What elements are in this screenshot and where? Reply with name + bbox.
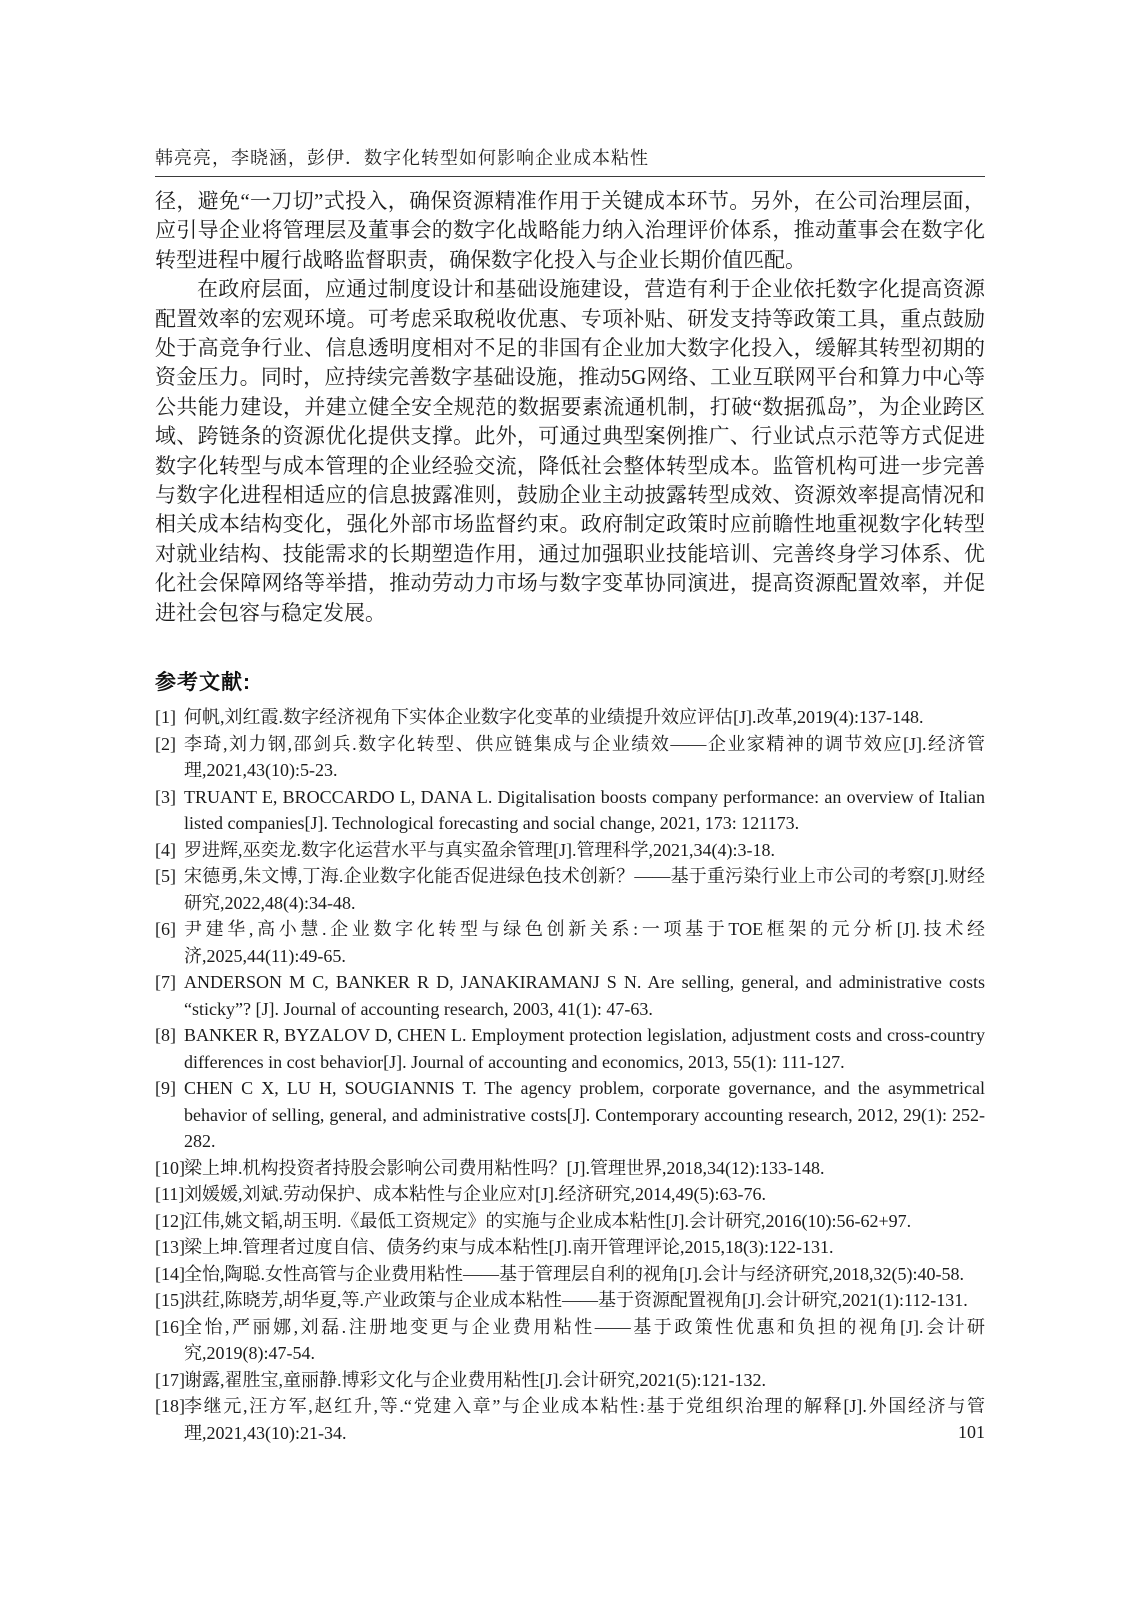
reference-item: [155, 1208, 985, 1235]
reference-text: 全怡,严丽娜,刘磊.注册地变更与企业费用粘性——基于政策性优惠和负担的视角[J].会计研究,2019(8):47-54.: [184, 1316, 985, 1364]
reference-item: [155, 969, 985, 1022]
reference-text: BANKER R, BYZALOV D, CHEN L. Employment protection legislation, adjustment costs and cross-country differences in cost behavior[J]. Journal of accounting and economics, 2013, 55(1): 111-127.: [184, 1025, 985, 1072]
reference-number: [16]: [155, 1316, 185, 1337]
reference-item: [155, 916, 985, 969]
reference-number: [2]: [155, 733, 176, 754]
reference-number: [8]: [155, 1025, 176, 1046]
reference-text: 何帆,刘红霞.数字经济视角下实体企业数字化变革的业绩提升效应评估[J].改革,2019(4):137-148.: [184, 707, 924, 728]
reference-item: [155, 1155, 985, 1182]
reference-item: [155, 1234, 985, 1261]
reference-text: 谢露,翟胜宝,童丽静.博彩文化与企业费用粘性[J].会计研究,2021(5):121-132.: [184, 1369, 766, 1390]
reference-number: [5]: [155, 866, 176, 887]
reference-number: [10]: [155, 1157, 185, 1178]
body-paragraph-government: 在政府层面，应通过制度设计和基础设施建设，营造有利于企业依托数字化提高资源配置效率的宏观环境。可考虑采取税收优惠、专项补贴、研发支持等政策工具，重点鼓励处于高竞争行业、信息透明度相对不足的非国有企业加大数字化投入，缓解其转型初期的资金压力。同时，应持续完善数字基础设施，推动5G网络、工业互联网平台和算力中心等公共能力建设，并建立健全安全规范的数据要素流通机制，打破“数据孤岛”，为企业跨区域、跨链条的资源优化提供支撑。此外，可通过典型案例推广、行业试点示范等方式促进数字化转型与成本管理的企业经验交流，降低社会整体转型成本。监管机构可进一步完善与数字化进程相适应的信息披露准则，鼓励企业主动披露转型成效、资源效率提高情况和相关成本结构变化，强化外部市场监督约束。政府制定政策时应前瞻性地重视数字化转型对就业结构、技能需求的长期塑造作用，通过加强职业技能培训、完善终身学习体系、优化社会保障网络等举措，推动劳动力市场与数字变革协同演进，提高资源配置效率，并促进社会包容与稳定发展。: [155, 277, 985, 625]
reference-number: [3]: [155, 786, 176, 807]
reference-number: [12]: [155, 1210, 185, 1231]
body-text: [155, 187, 985, 628]
reference-text: 李琦,刘力钢,邵剑兵.数字化转型、供应链集成与企业绩效——企业家精神的调节效应[J].经济管理,2021,43(10):5-23.: [184, 733, 985, 781]
reference-item: [155, 1287, 985, 1314]
reference-number: [17]: [155, 1369, 185, 1390]
reference-item: [155, 731, 985, 784]
reference-number: [14]: [155, 1263, 185, 1284]
reference-text: 洪荭,陈晓芳,胡华夏,等.产业政策与企业成本粘性——基于资源配置视角[J].会计研究,2021(1):112-131.: [184, 1290, 968, 1311]
reference-item: [155, 1314, 985, 1367]
reference-number: [1]: [155, 707, 176, 728]
reference-text: ANDERSON M C, BANKER R D, JANAKIRAMANJ S N. Are selling, general, and administrative costs “sticky”? [J]. Journal of accounting research, 2003, 41(1): 47-63.: [184, 972, 985, 1019]
reference-item: [155, 1261, 985, 1288]
reference-text: 罗进辉,巫奕龙.数字化运营水平与真实盈余管理[J].管理科学,2021,34(4):3-18.: [184, 839, 775, 860]
reference-text: 尹建华,高小慧.企业数字化转型与绿色创新关系:一项基于TOE框架的元分析[J].技术经济,2025,44(11):49-65.: [184, 919, 985, 966]
reference-item: [155, 1367, 985, 1394]
reference-number: [11]: [155, 1184, 185, 1205]
reference-text: TRUANT E, BROCCARDO L, DANA L. Digitalisation boosts company performance: an overview of Italian listed companies[J]. Technological forecasting and social change, 2021, 173: 121173.: [184, 786, 985, 834]
reference-number: [7]: [155, 972, 176, 993]
reference-text: 梁上坤.管理者过度自信、债务约束与成本粘性[J].南开管理评论,2015,18(3):122-131.: [184, 1237, 834, 1258]
reference-item: [155, 704, 985, 731]
reference-list: [155, 704, 985, 1446]
reference-text: 李继元,汪方军,赵红升,等.“党建入章”与企业成本粘性:基于党组织治理的解释[J].外国经济与管理,2021,43(10):21-34.: [184, 1396, 985, 1443]
reference-number: [15]: [155, 1290, 185, 1311]
reference-item: [155, 1022, 985, 1075]
body-paragraph-continued: 径，避免“一刀切”式投入，确保资源精准作用于关键成本环节。另外，在公司治理层面，应引导企业将管理层及董事会的数字化战略能力纳入治理评价体系，推动董事会在数字化转型进程中履行战略监督职责，确保数字化投入与企业长期价值匹配。: [155, 189, 985, 272]
reference-item: [155, 784, 985, 837]
reference-number: [13]: [155, 1237, 185, 1258]
reference-item: [155, 863, 985, 916]
reference-item: [155, 1181, 985, 1208]
reference-number: [18]: [155, 1396, 185, 1417]
running-head: 韩亮亮，李晓涵，彭伊．数字化转型如何影响企业成本粘性: [155, 148, 649, 168]
reference-text: CHEN C X, LU H, SOUGIANNIS T. The agency problem, corporate governance, and the asymmetrical behavior of selling, general, and administrative costs[J]. Contemporary accounting research, 2012, 29(1): 252-282.: [184, 1078, 985, 1152]
references-heading: 参考文献:: [155, 671, 251, 695]
reference-text: 梁上坤.机构投资者持股会影响公司费用粘性吗？[J].管理世界,2018,34(12):133-148.: [184, 1157, 825, 1178]
reference-item: [155, 1075, 985, 1155]
page-number: 101: [958, 1422, 985, 1442]
reference-number: [6]: [155, 919, 176, 940]
page-content: [155, 0, 985, 1446]
reference-text: 刘媛媛,刘斌.劳动保护、成本粘性与企业应对[J].经济研究,2014,49(5):63-76.: [184, 1184, 766, 1205]
reference-number: [4]: [155, 839, 176, 860]
header-rule: [155, 176, 985, 177]
reference-item: [155, 837, 985, 864]
reference-text: 江伟,姚文韬,胡玉明.《最低工资规定》的实施与企业成本粘性[J].会计研究,2016(10):56-62+97.: [184, 1210, 912, 1231]
reference-number: [9]: [155, 1078, 176, 1099]
reference-text: 全怡,陶聪.女性高管与企业费用粘性——基于管理层自利的视角[J].会计与经济研究,2018,32(5):40-58.: [184, 1263, 964, 1284]
reference-text: 宋德勇,朱文博,丁海.企业数字化能否促进绿色技术创新？——基于重污染行业上市公司的考察[J].财经研究,2022,48(4):34-48.: [184, 866, 985, 913]
